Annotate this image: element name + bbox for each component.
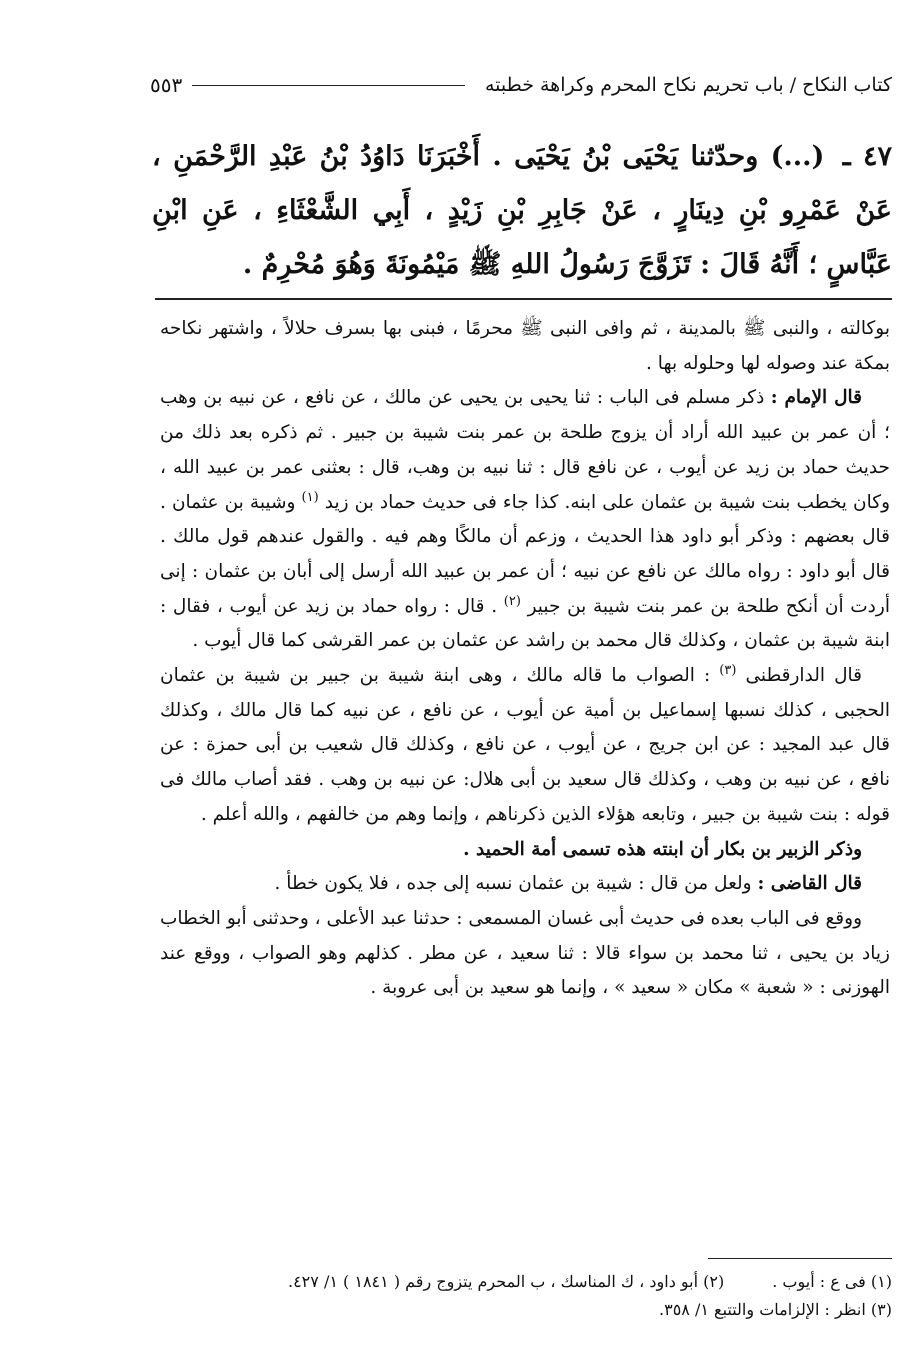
commentary-block: [160, 312, 890, 1006]
footnote-1: (١) فى ع : أيوب .: [772, 1272, 892, 1291]
commentary-paragraph: [160, 381, 890, 659]
paragraph-text: ولعل من قال : شيبة بن عثمان نسبه إلى جده ، فلا يكون خطأ .: [274, 873, 758, 895]
paragraph-text: : الصواب ما قاله مالك ، وهى ابنة شيبة بن جبير بن شيبة بن عثمان الحجبى ، كذلك نسبها إسماعيل بن أمية عن أيوب ، عن نافع ، عن نبيه كما قال مالك ، وكذلك قال عبد المجيد : عن ابن جريج ، عن أيوب ، عن نافع ، وكذلك قال شعيب بن أبى حمزة : عن نافع ، عن نبيه بن وهب ، وكذلك قال سعيد بن أبى هلال: عن نبيه بن وهب . فقد أصاب مالك فى قوله : بنت شيبة بن جبير ، وتابعه هؤلاء الذين ذكرناهم ، وإنما وهم من خالفهم ، والله أعلم .: [160, 665, 890, 825]
speaker-label: قال القاضى :: [757, 873, 862, 895]
paragraph-text: بوكالته ، والنبى ﷺ بالمدينة ، ثم وافى النبى ﷺ محرمًا ، فبنى بها بسرف حلالاً ، واشتهر نكاحه بمكة عند وصوله لها وحلوله بها .: [160, 318, 890, 374]
paragraph-text: . قال : رواه حماد بن زيد عن أيوب ، فقال : ابنة شيبة بن عثمان ، وكذلك قال محمد بن راشد عن عثمان بن عمر القرشى كما قال أيوب .: [160, 595, 890, 652]
commentary-paragraph: [160, 833, 890, 868]
footnote-row: [160, 1268, 892, 1296]
footnote-marker: (٢): [503, 593, 521, 609]
commentary-paragraph: [160, 867, 890, 902]
paragraph-text: ذكر مسلم فى الباب : ثنا يحيى بن يحيى عن مالك ، عن نافع ، عن نبيه بن وهب ؛ أن عمر بن عبيد الله أراد أن يزوج طلحة بن عمر بنت شيبة بن جبير . ثم ذكره بعد ذلك من حديث حماد بن زيد عن أيوب ، عن نافع قال : ثنا نبيه بن وهب، قال : بعثنى عمر بن عبيد الله ، وكان يخطب بنت شيبة بن عثمان على ابنه. كذا جاء فى حديث حماد بن زيد: [160, 387, 890, 513]
footnote-2: (٢) أبو داود ، ك المناسك ، ب المحرم يتزوج رقم ( ١٨٤١ ) ١/ ٤٢٧.: [287, 1272, 725, 1291]
hadith-number: ٤٧ ـ: [842, 141, 892, 172]
commentary-paragraph: [160, 902, 890, 1006]
commentary-paragraph: [160, 659, 890, 833]
footnotes: [160, 1268, 892, 1324]
chapter-title: كتاب النكاح / باب تحريم نكاح المحرم وكراهة خطبته: [484, 74, 892, 96]
paragraph-text: قال الدارقطنى: [736, 665, 863, 687]
footnote-row: [160, 1296, 892, 1324]
paragraph-text: وذكر الزبير بن بكار أن ابنته هذه تسمى أمة الحميد .: [463, 838, 862, 860]
hadith-text-block: [152, 130, 892, 292]
footnote-marker: (٣): [719, 662, 737, 678]
commentary-paragraph: [160, 312, 890, 381]
page-number: ٥٥٣: [150, 73, 183, 97]
section-divider: [155, 298, 892, 300]
paragraph-text: وشيبة بن عثمان . قال بعضهم : وذكر أبو داود هذا الحديث ، وزعم أن مالكًا وهم فيه . والقول عندهم قول مالك . قال أبو داود : رواه مالك عن نافع عن نبيه ؛ أن عمر بن عبيد الله أرسل إلى أبان بن عثمان : إنى أردت أن أنكح طلحة بن عمر بنت شيبة بن جبير: [160, 491, 890, 617]
header-rule: [192, 85, 465, 86]
running-header: [150, 68, 892, 102]
paragraph-text: ووقع فى الباب بعده فى حديث أبى غسان المسمعى : حدثنا عبد الأعلى ، وحدثنى أبو الخطاب زياد بن يحيى ، ثنا محمد بن سواء قالا : ثنا سعيد ، عن مطر . كذلهم وهو الصواب ، ووقع عند الهوزنى : « شعبة » مكان « سعيد » ، وإنما هو سعيد بن أبى عروبة .: [160, 907, 890, 999]
footnote-divider: [708, 1258, 892, 1259]
speaker-label: قال الإمام :: [770, 387, 863, 409]
footnote-marker: (١): [301, 489, 319, 505]
hadith-text: (...) وحدّثنا يَحْيَى بْنُ يَحْيَى . أَخْبَرَنَا دَاوُدُ بْنُ عَبْدِ الرَّحْمَنِ ، عَنْ عَمْرِو بْنِ دِينَارٍ ، عَنْ جَابِرِ بْنِ زَيْدٍ ، أَبِي الشَّعْثَاءِ ، عَنِ ابْنِ عَبَّاسٍ ؛ أَنَّهُ قَالَ : تَزَوَّجَ رَسُولُ اللهِ ﷺ مَيْمُونَةَ وَهُوَ مُحْرِمٌ .: [152, 141, 892, 280]
footnote-3: (٣) انظر : الإلزامات والتتبع ١/ ٣٥٨.: [659, 1300, 892, 1319]
